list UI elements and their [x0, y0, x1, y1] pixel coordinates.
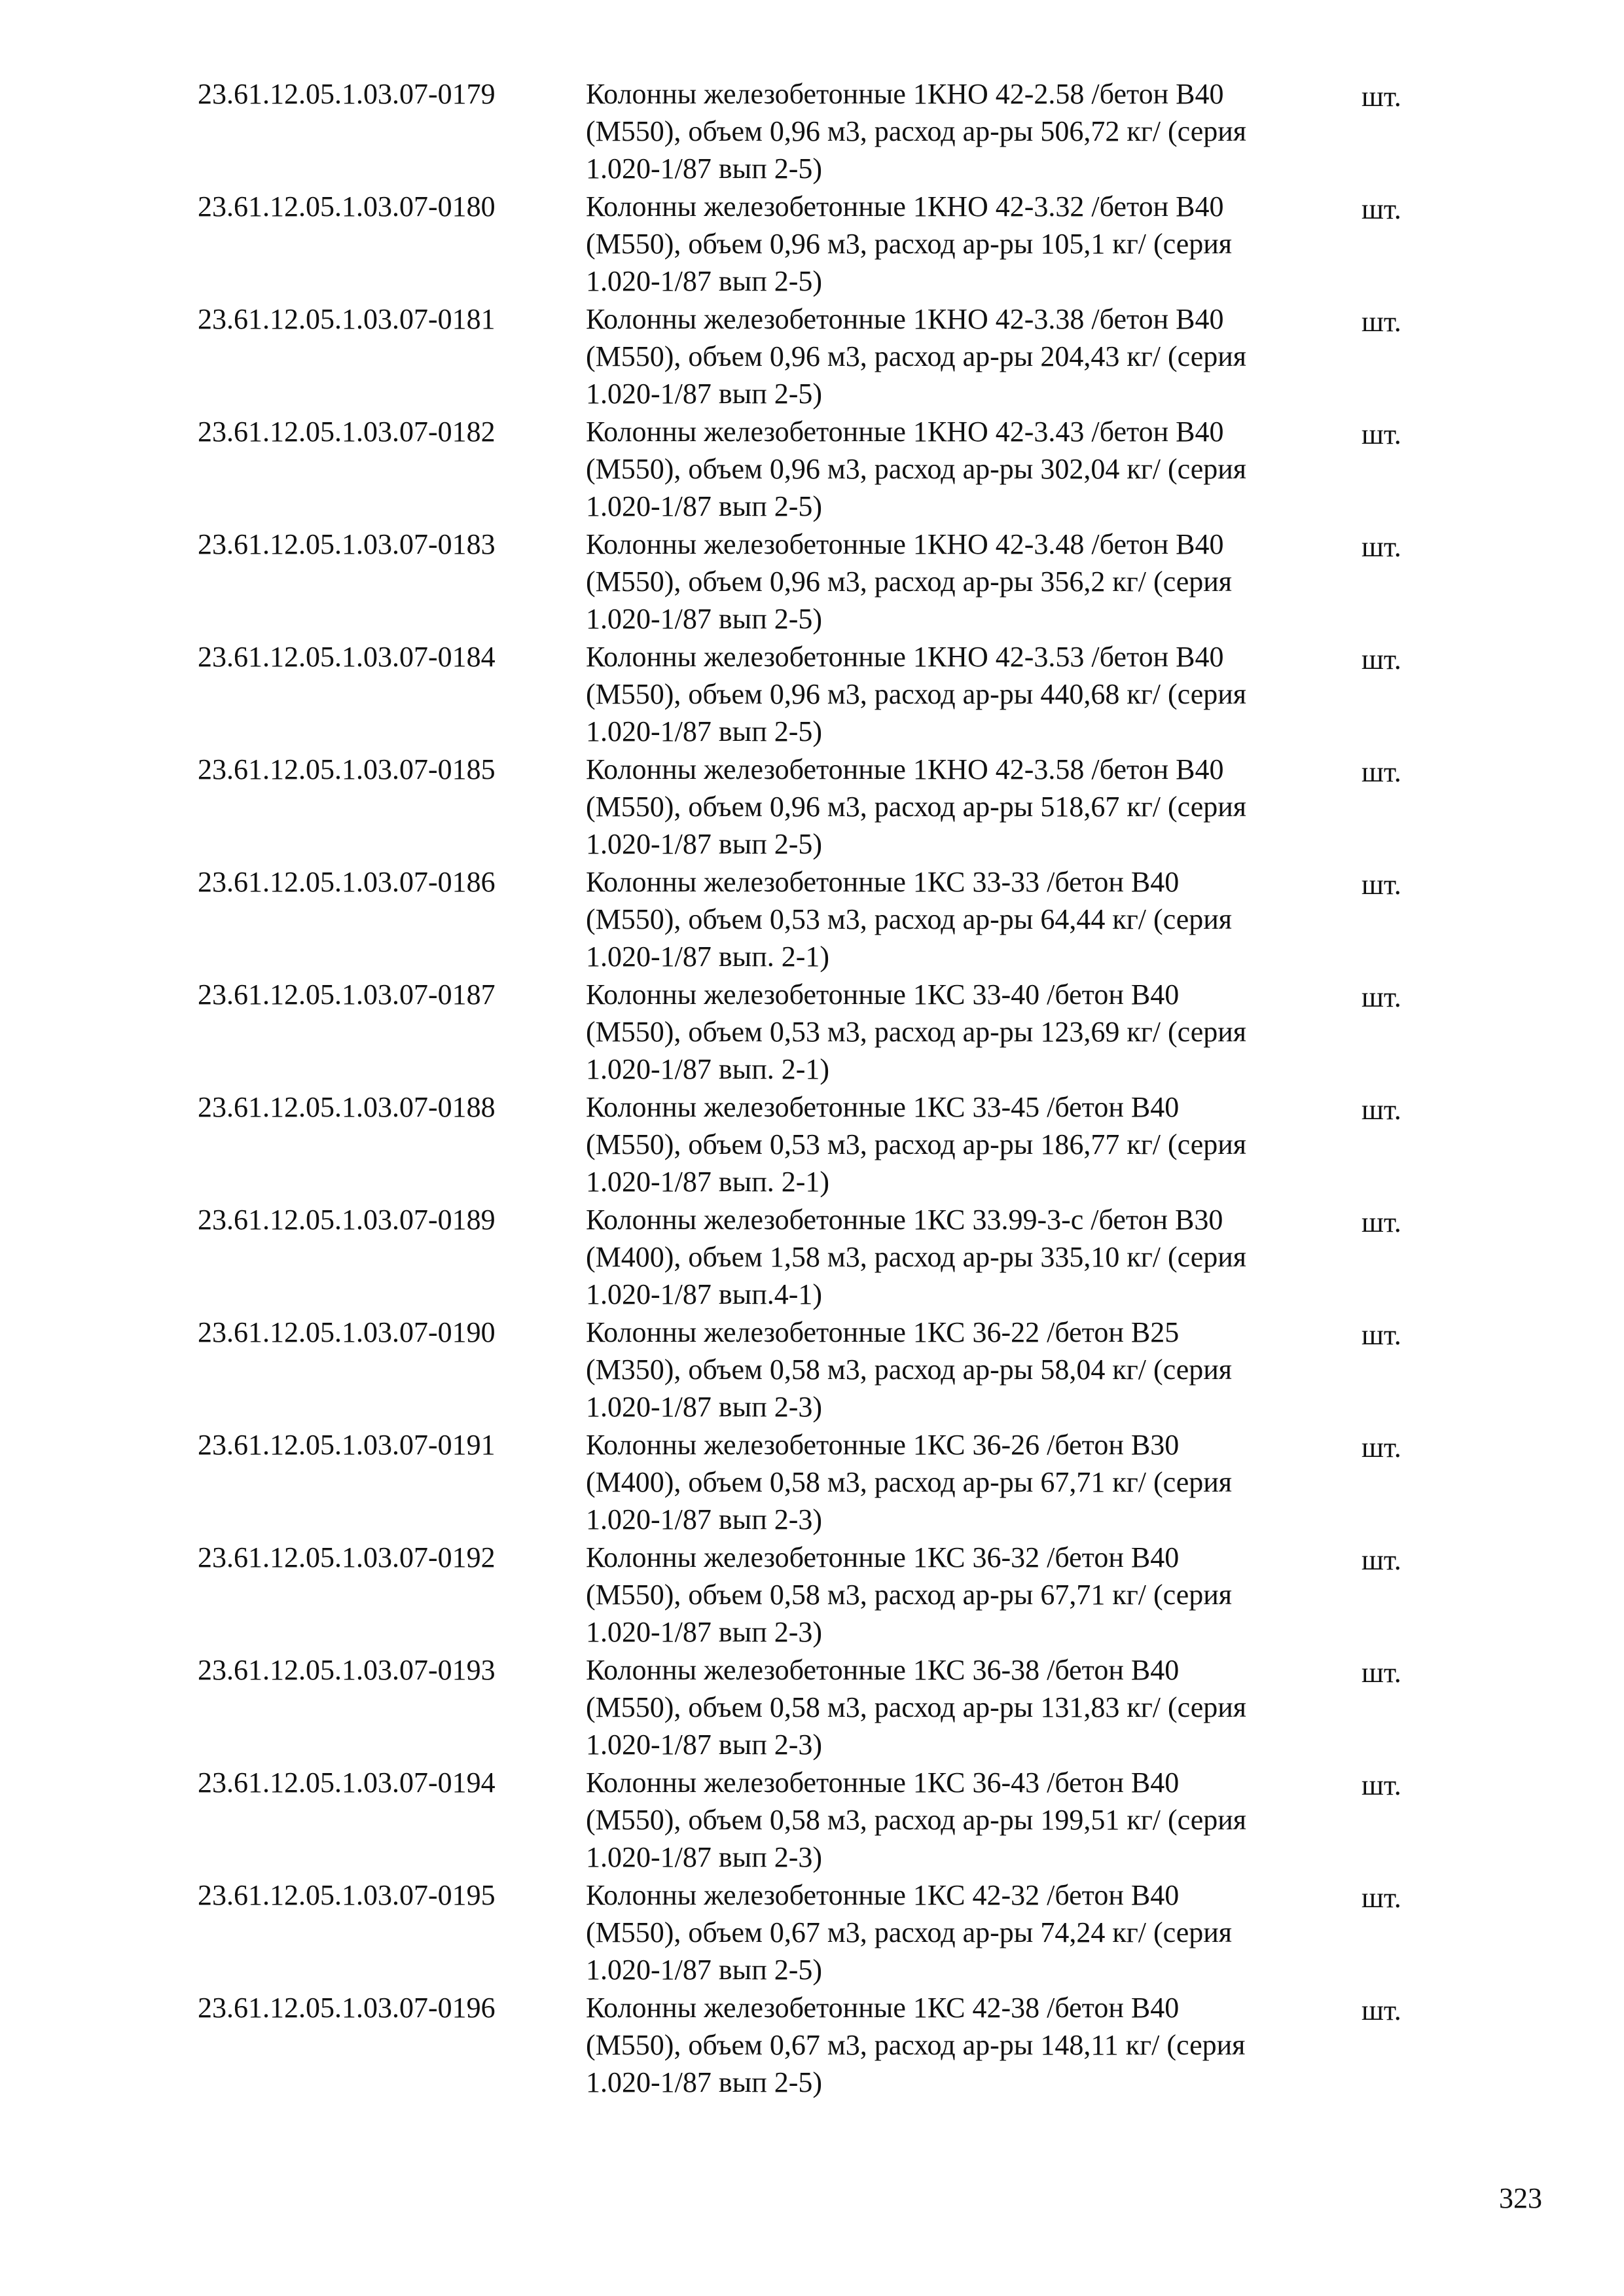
resource-description: [586, 976, 1358, 1088]
description-line: Колонны железобетонные 1КНО 42-3.32 /бетон В40: [586, 190, 1224, 223]
resource-code: 23.61.12.05.1.03.07-0196: [198, 1992, 496, 2024]
description-line: Колонны железобетонные 1КС 33.99-3-с /бетон В30: [586, 1204, 1223, 1236]
resource-code: 23.61.12.05.1.03.07-0179: [198, 78, 496, 110]
resource-description: [586, 1201, 1358, 1313]
unit-of-measure: шт.: [1362, 531, 1401, 563]
list-item: [0, 75, 1624, 188]
list-item: [0, 976, 1624, 1088]
resource-code: 23.61.12.05.1.03.07-0194: [198, 1767, 496, 1799]
resource-code: 23.61.12.05.1.03.07-0192: [198, 1541, 496, 1573]
list-item: [0, 1201, 1624, 1314]
resource-description: [586, 413, 1358, 525]
description-line: 1.020-1/87 вып 2-5): [586, 828, 823, 860]
list-item: [0, 1088, 1624, 1201]
description-line: (М400), объем 0,58 м3, расход ар-ры 67,71 кг/ (серия: [586, 1466, 1233, 1498]
unit-of-measure: шт.: [1362, 306, 1401, 338]
list-item: [0, 1426, 1624, 1539]
description-line: (М550), объем 0,53 м3, расход ар-ры 123,69 кг/ (серия: [586, 1016, 1247, 1048]
description-line: 1.020-1/87 вып 2-3): [586, 1391, 823, 1423]
resource-code: 23.61.12.05.1.03.07-0188: [198, 1091, 496, 1123]
unit-of-measure: шт.: [1362, 81, 1401, 113]
description-line: 1.020-1/87 вып 2-3): [586, 1729, 823, 1761]
unit-of-measure: шт.: [1362, 756, 1401, 788]
description-line: (М550), объем 0,96 м3, расход ар-ры 506,72 кг/ (серия: [586, 115, 1247, 147]
description-line: 1.020-1/87 вып 2-5): [586, 265, 823, 297]
list-item: [0, 1876, 1624, 1989]
description-line: (М550), объем 0,96 м3, расход ар-ры 518,67 кг/ (серия: [586, 791, 1247, 823]
description-line: Колонны железобетонные 1КНО 42-3.43 /бетон В40: [586, 416, 1224, 448]
list-item: [0, 863, 1624, 976]
resource-description: [586, 863, 1358, 975]
description-line: (М550), объем 0,96 м3, расход ар-ры 302,04 кг/ (серия: [586, 453, 1247, 485]
description-line: Колонны железобетонные 1КНО 42-3.53 /бетон В40: [586, 641, 1224, 673]
unit-of-measure: шт.: [1362, 1882, 1401, 1914]
resource-description: [586, 1426, 1358, 1538]
resource-description: [586, 638, 1358, 750]
price-list: [0, 75, 1624, 2102]
description-line: (М550), объем 0,67 м3, расход ар-ры 74,24 кг/ (серия: [586, 1916, 1233, 1948]
description-line: 1.020-1/87 вып 2-3): [586, 1616, 823, 1648]
resource-code: 23.61.12.05.1.03.07-0195: [198, 1879, 496, 1911]
description-line: 1.020-1/87 вып 2-5): [586, 715, 823, 747]
description-line: Колонны железобетонные 1КНО 42-2.58 /бетон В40: [586, 78, 1224, 110]
description-line: (М400), объем 1,58 м3, расход ар-ры 335,10 кг/ (серия: [586, 1241, 1247, 1273]
list-item: [0, 1314, 1624, 1426]
resource-code: 23.61.12.05.1.03.07-0183: [198, 528, 496, 560]
list-item: [0, 1651, 1624, 1764]
resource-code: 23.61.12.05.1.03.07-0182: [198, 416, 496, 448]
resource-description: [586, 1989, 1358, 2101]
unit-of-measure: шт.: [1362, 1544, 1401, 1576]
list-item: [0, 1539, 1624, 1651]
resource-code: 23.61.12.05.1.03.07-0191: [198, 1429, 496, 1461]
unit-of-measure: шт.: [1362, 1769, 1401, 1801]
description-line: 1.020-1/87 вып 2-5): [586, 378, 823, 410]
description-line: Колонны железобетонные 1КС 42-32 /бетон В40: [586, 1879, 1180, 1911]
description-line: (М550), объем 0,96 м3, расход ар-ры 440,68 кг/ (серия: [586, 678, 1247, 710]
list-item: [0, 751, 1624, 863]
description-line: Колонны железобетонные 1КС 36-32 /бетон В40: [586, 1541, 1180, 1573]
unit-of-measure: шт.: [1362, 1994, 1401, 2026]
resource-description: [586, 1539, 1358, 1651]
resource-description: [586, 526, 1358, 637]
resource-description: [586, 1876, 1358, 1988]
list-item: [0, 413, 1624, 526]
resource-description: [586, 300, 1358, 412]
description-line: (М550), объем 0,53 м3, расход ар-ры 186,77 кг/ (серия: [586, 1128, 1247, 1160]
description-line: Колонны железобетонные 1КС 36-38 /бетон В40: [586, 1654, 1180, 1686]
resource-code: 23.61.12.05.1.03.07-0185: [198, 753, 496, 785]
description-line: Колонны железобетонные 1КС 33-40 /бетон В40: [586, 978, 1180, 1011]
description-line: 1.020-1/87 вып 2-3): [586, 1841, 823, 1873]
description-line: 1.020-1/87 вып 2-5): [586, 2066, 823, 2098]
description-line: Колонны железобетонные 1КНО 42-3.58 /бетон В40: [586, 753, 1224, 785]
page-number: 323: [1499, 2182, 1542, 2214]
resource-code: 23.61.12.05.1.03.07-0186: [198, 866, 496, 898]
resource-description: [586, 751, 1358, 863]
description-line: 1.020-1/87 вып. 2-1): [586, 1053, 830, 1085]
description-line: 1.020-1/87 вып 2-3): [586, 1503, 823, 1535]
list-item: [0, 300, 1624, 413]
description-line: 1.020-1/87 вып. 2-1): [586, 941, 830, 973]
list-item: [0, 1764, 1624, 1876]
description-line: (М550), объем 0,53 м3, расход ар-ры 64,44 кг/ (серия: [586, 903, 1233, 935]
list-item: [0, 188, 1624, 300]
description-line: (М550), объем 0,58 м3, расход ар-ры 199,51 кг/ (серия: [586, 1804, 1247, 1836]
description-line: Колонны железобетонные 1КС 42-38 /бетон В40: [586, 1992, 1180, 2024]
description-line: 1.020-1/87 вып 2-5): [586, 603, 823, 635]
description-line: Колонны железобетонные 1КС 33-33 /бетон В40: [586, 866, 1180, 898]
description-line: 1.020-1/87 вып.4-1): [586, 1278, 823, 1310]
description-line: 1.020-1/87 вып. 2-1): [586, 1166, 830, 1198]
resource-code: 23.61.12.05.1.03.07-0181: [198, 303, 496, 335]
description-line: 1.020-1/87 вып 2-5): [586, 1954, 823, 1986]
description-line: Колонны железобетонные 1КС 33-45 /бетон В40: [586, 1091, 1180, 1123]
description-line: 1.020-1/87 вып 2-5): [586, 490, 823, 522]
resource-code: 23.61.12.05.1.03.07-0187: [198, 978, 496, 1011]
unit-of-measure: шт.: [1362, 418, 1401, 450]
unit-of-measure: шт.: [1362, 1319, 1401, 1351]
unit-of-measure: шт.: [1362, 869, 1401, 901]
unit-of-measure: шт.: [1362, 643, 1401, 675]
description-line: 1.020-1/87 вып 2-5): [586, 152, 823, 185]
description-line: Колонны железобетонные 1КС 36-22 /бетон В25: [586, 1316, 1180, 1348]
description-line: Колонны железобетонные 1КНО 42-3.48 /бетон В40: [586, 528, 1224, 560]
description-line: (М550), объем 0,58 м3, расход ар-ры 67,71 кг/ (серия: [586, 1579, 1233, 1611]
description-line: Колонны железобетонные 1КС 36-43 /бетон В40: [586, 1767, 1180, 1799]
resource-code: 23.61.12.05.1.03.07-0193: [198, 1654, 496, 1686]
description-line: (М550), объем 0,67 м3, расход ар-ры 148,11 кг/ (серия: [586, 2029, 1246, 2061]
description-line: Колонны железобетонные 1КНО 42-3.38 /бетон В40: [586, 303, 1224, 335]
resource-code: 23.61.12.05.1.03.07-0190: [198, 1316, 496, 1348]
resource-description: [586, 1764, 1358, 1876]
description-line: (М550), объем 0,58 м3, расход ар-ры 131,83 кг/ (серия: [586, 1691, 1247, 1723]
resource-code: 23.61.12.05.1.03.07-0184: [198, 641, 496, 673]
list-item: [0, 638, 1624, 751]
description-line: (М350), объем 0,58 м3, расход ар-ры 58,04 кг/ (серия: [586, 1354, 1233, 1386]
resource-code: 23.61.12.05.1.03.07-0180: [198, 190, 496, 223]
description-line: Колонны железобетонные 1КС 36-26 /бетон В30: [586, 1429, 1180, 1461]
description-line: (М550), объем 0,96 м3, расход ар-ры 105,1 кг/ (серия: [586, 228, 1233, 260]
list-item: [0, 526, 1624, 638]
resource-description: [586, 75, 1358, 187]
description-line: (М550), объем 0,96 м3, расход ар-ры 204,43 кг/ (серия: [586, 340, 1247, 372]
unit-of-measure: шт.: [1362, 1094, 1401, 1126]
unit-of-measure: шт.: [1362, 1657, 1401, 1689]
resource-code: 23.61.12.05.1.03.07-0189: [198, 1204, 496, 1236]
unit-of-measure: шт.: [1362, 1206, 1401, 1238]
resource-description: [586, 1314, 1358, 1426]
resource-description: [586, 1088, 1358, 1200]
unit-of-measure: шт.: [1362, 193, 1401, 225]
resource-description: [586, 1651, 1358, 1763]
unit-of-measure: шт.: [1362, 1431, 1401, 1463]
list-item: [0, 1989, 1624, 2102]
resource-description: [586, 188, 1358, 300]
unit-of-measure: шт.: [1362, 981, 1401, 1013]
description-line: (М550), объем 0,96 м3, расход ар-ры 356,2 кг/ (серия: [586, 565, 1233, 598]
